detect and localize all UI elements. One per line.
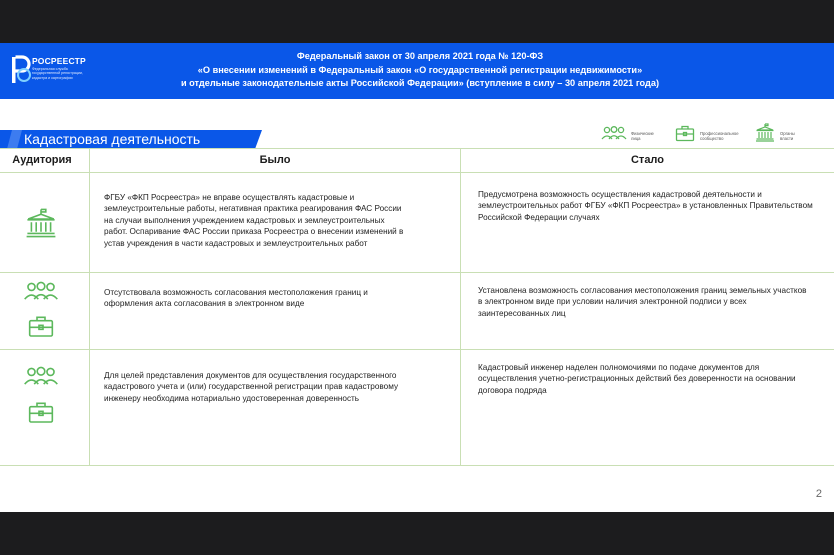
legend-government xyxy=(755,123,795,147)
rosreestr-logo xyxy=(10,51,130,91)
comparison-table xyxy=(0,148,834,466)
legend-people xyxy=(600,123,654,147)
logo-subtitle: Федеральная служба государственной регистрации, кадастра и картографии xyxy=(32,67,83,80)
legend-briefcase xyxy=(675,123,739,147)
row-divider-bottom xyxy=(0,465,834,466)
page-number: 2 xyxy=(815,488,822,500)
slide xyxy=(0,43,834,512)
government-building-icon xyxy=(755,123,775,142)
column-divider-1 xyxy=(89,148,90,466)
after-text-row-1: Предусмотрена возможность осуществления кадастровой деятельности и землеустроительных работ ФГБУ «ФКП Росреестра» в установленных Правительством Российской Федерации случаях xyxy=(478,190,813,222)
people-icon xyxy=(600,125,628,141)
section-banner xyxy=(0,130,262,149)
row-divider-header xyxy=(0,172,834,173)
briefcase-icon xyxy=(27,400,55,424)
after-text-row-3: Кадастровый инженер наделен полномочиями по подаче документов для осуществления учетно-регистрационных действий без доверенности на основании договора подряда xyxy=(478,363,796,395)
header-bar xyxy=(0,43,834,99)
people-icon xyxy=(22,365,60,387)
before-text-row-2: Отсутствовала возможность согласования местоположения границ и оформления акта согласования в электронном виде xyxy=(104,288,368,309)
before-text-row-1: ФГБУ «ФКП Росреестра» не вправе осуществлять кадастровые и землеустроительные работы, негативная практика реагирования ФАС России на случаи выполнения учреждением кадастровых и землеустроительных работ. Оспаривание ФАС России приказа Росреестра о внесении изменений в устав учреждения в части кадастровых и землеустроительных работ xyxy=(104,193,404,248)
row-divider-top xyxy=(0,148,834,149)
legend-label-people: Физические лица xyxy=(631,131,654,141)
row-divider-2 xyxy=(0,349,834,350)
page-title xyxy=(120,50,720,91)
briefcase-icon xyxy=(27,314,55,338)
title-line-2: «О внесении изменений в Федеральный закон «О государственной регистрации недвижимости» xyxy=(197,64,643,75)
column-header-before: Было xyxy=(259,154,291,166)
government-building-icon xyxy=(25,207,57,239)
briefcase-icon xyxy=(675,124,695,142)
after-text-row-2: Установлена возможность согласования местоположения границ земельных участков в электронном виде при условии наличия электронной подписи у всех заинтересованных лиц xyxy=(478,286,807,318)
title-line-3: и отдельные законодательные акты Российской Федерации» (вступление в силу – 30 апреля 2021 года) xyxy=(180,78,660,88)
column-header-after: Стало xyxy=(630,154,664,166)
rosreestr-logo-icon xyxy=(10,53,34,87)
title-line-1: Федеральный закон от 30 апреля 2021 года № 120-ФЗ xyxy=(296,51,544,61)
section-title: Кадастровая деятельность xyxy=(24,131,201,147)
row-divider-1 xyxy=(0,272,834,273)
column-divider-2 xyxy=(460,148,461,466)
column-header-audience: Аудитория xyxy=(12,154,72,166)
legend-label-government: Органы власти xyxy=(780,131,795,141)
before-text-row-3: Для целей представления документов для осуществления государственного кадастрового учета и (или) государственной регистрации прав кадастровому инженеру необходима нотариально удостоверенная доверенность xyxy=(104,371,399,403)
table-header-row xyxy=(0,148,834,172)
legend-label-professional: Профессиональное сообщество xyxy=(700,131,739,141)
people-icon xyxy=(22,280,60,302)
logo-name: РОСРЕЕСТР xyxy=(32,56,86,66)
